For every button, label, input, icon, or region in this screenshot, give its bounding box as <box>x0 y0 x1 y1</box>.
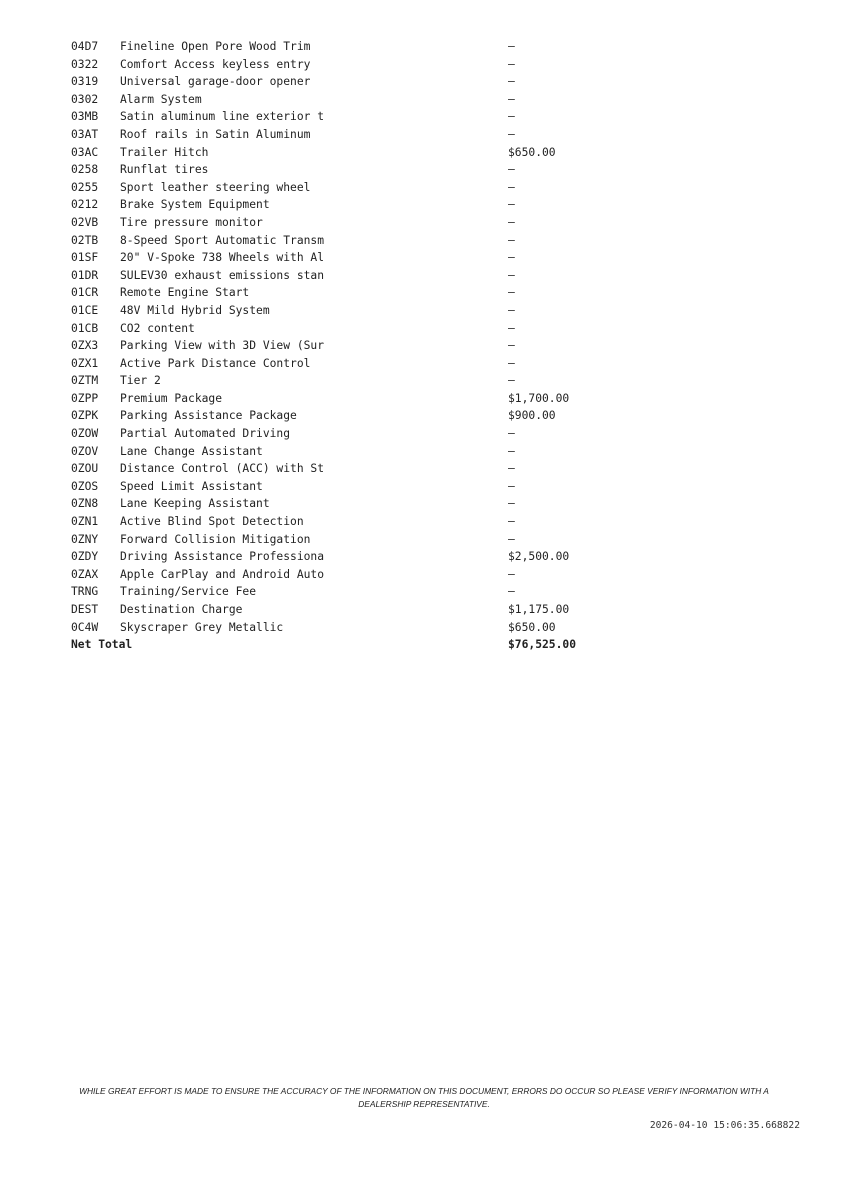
option-row <box>71 495 691 513</box>
option-price: — <box>508 462 515 476</box>
option-price: — <box>508 303 515 317</box>
option-row <box>71 91 691 109</box>
option-price: $650.00 <box>508 145 556 159</box>
option-code: 01DR <box>71 268 99 282</box>
option-row <box>71 161 691 179</box>
option-price: — <box>508 532 515 546</box>
option-row <box>71 144 691 162</box>
option-description: Fineline Open Pore Wood Trim <box>120 40 311 53</box>
option-row <box>71 425 691 443</box>
option-description: 8-Speed Sport Automatic Transm <box>120 233 325 247</box>
option-row <box>71 407 691 425</box>
option-description: Parking View with 3D View (Sur <box>120 339 325 353</box>
option-row <box>71 232 691 250</box>
option-code: 0ZN8 <box>71 497 99 511</box>
option-code: 0322 <box>71 57 99 71</box>
option-price: — <box>508 251 515 265</box>
option-code: 0ZX3 <box>71 339 99 353</box>
option-description: Sport leather steering wheel <box>120 180 311 194</box>
option-row <box>71 619 691 637</box>
option-row <box>71 583 691 601</box>
option-code: 03AC <box>71 145 99 159</box>
option-row <box>71 196 691 214</box>
option-code: 03AT <box>71 127 99 141</box>
option-description: Forward Collision Mitigation <box>120 532 311 546</box>
option-code: 0ZOS <box>71 479 99 493</box>
option-description: Lane Keeping Assistant <box>120 497 270 511</box>
option-description: CO2 content <box>120 321 195 335</box>
option-code: 0212 <box>71 198 99 212</box>
option-description: Satin aluminum line exterior t <box>120 110 325 124</box>
option-code: DEST <box>71 603 99 616</box>
option-code: 0ZNY <box>71 532 99 546</box>
option-row <box>71 601 691 619</box>
option-row <box>71 531 691 549</box>
option-price: $1,175.00 <box>508 603 570 616</box>
net-total-row <box>71 636 691 654</box>
option-description: Partial Automated Driving <box>120 427 291 441</box>
option-code: 01SF <box>71 251 99 265</box>
options-list <box>71 38 691 654</box>
timestamp: 2026-04-10 15:06:35.668822 <box>649 1120 800 1131</box>
option-code: 01CB <box>71 321 99 335</box>
option-description: Active Blind Spot Detection <box>120 515 304 529</box>
option-description: Active Park Distance Control <box>120 356 311 370</box>
option-price: — <box>508 585 515 599</box>
option-row <box>71 249 691 267</box>
option-description: Destination Charge <box>120 603 243 616</box>
option-price: $2,500.00 <box>508 550 570 564</box>
option-code: 0319 <box>71 75 99 89</box>
option-row <box>71 372 691 390</box>
option-description: Trailer Hitch <box>120 145 209 159</box>
option-row <box>71 302 691 320</box>
option-price: — <box>508 444 515 458</box>
option-description: Tire pressure monitor <box>120 215 263 229</box>
option-price: — <box>508 356 515 370</box>
option-price: — <box>508 374 515 388</box>
option-price: $1,700.00 <box>508 391 570 405</box>
option-code: 0ZPK <box>71 409 99 423</box>
option-row <box>71 56 691 74</box>
option-price: — <box>508 321 515 335</box>
option-row <box>71 284 691 302</box>
option-price: $900.00 <box>508 409 556 423</box>
option-price: — <box>508 163 515 177</box>
option-price: — <box>508 198 515 212</box>
option-row <box>71 126 691 144</box>
disclaimer: WHILE GREAT EFFORT IS MADE TO ENSURE THE ACCURACY OF THE INFORMATION ON THIS DOCUMENT, ERRORS DO OCCUR SO PLEASE VERIFY INFORMATION WITH A DEALERSHIP REPRESENTATIVE. <box>79 1086 769 1109</box>
option-row <box>71 73 691 91</box>
option-price: — <box>508 268 515 282</box>
option-code: 0ZAX <box>71 567 99 581</box>
option-price: — <box>508 57 515 71</box>
option-description: Premium Package <box>120 391 223 405</box>
option-code: 0ZX1 <box>71 356 99 370</box>
option-description: Remote Engine Start <box>120 286 250 300</box>
option-description: Roof rails in Satin Aluminum <box>120 127 311 141</box>
option-row <box>71 355 691 373</box>
option-row <box>71 267 691 285</box>
option-price: — <box>508 215 515 229</box>
option-description: SULEV30 exhaust emissions stan <box>120 268 325 282</box>
option-price: — <box>508 567 515 581</box>
option-row <box>71 108 691 126</box>
option-code: 01CE <box>71 303 99 317</box>
option-price: — <box>508 339 515 353</box>
option-description: Lane Change Assistant <box>120 444 263 458</box>
net-total-label: Net Total <box>71 638 133 652</box>
net-total-value: $76,525.00 <box>508 638 577 652</box>
option-row <box>71 320 691 338</box>
option-row <box>71 179 691 197</box>
option-code: 0ZPP <box>71 391 99 405</box>
option-price: — <box>508 233 515 247</box>
option-code: 0ZN1 <box>71 515 99 529</box>
option-description: 20" V-Spoke 738 Wheels with Al <box>120 251 325 265</box>
option-code: 0258 <box>71 163 99 177</box>
option-price: — <box>508 92 515 106</box>
option-row <box>71 566 691 584</box>
option-row <box>71 548 691 566</box>
option-code: 02TB <box>71 233 99 247</box>
option-description: Runflat tires <box>120 163 209 177</box>
option-description: Universal garage-door opener <box>120 75 311 89</box>
option-description: Driving Assistance Professiona <box>120 550 325 564</box>
option-price: — <box>508 75 515 89</box>
option-description: Training/Service Fee <box>120 585 257 599</box>
option-code: 0ZDY <box>71 550 99 564</box>
option-row <box>71 513 691 531</box>
option-description: Skyscraper Grey Metallic <box>120 620 284 634</box>
option-description: Comfort Access keyless entry <box>120 57 311 71</box>
option-code: 0302 <box>71 92 99 106</box>
option-description: Tier 2 <box>120 374 161 388</box>
option-row <box>71 38 691 56</box>
option-code: 01CR <box>71 286 99 300</box>
option-description: Alarm System <box>120 92 202 106</box>
option-code: 02VB <box>71 215 99 229</box>
option-code: 0ZOU <box>71 462 99 476</box>
option-description: Speed Limit Assistant <box>120 479 263 493</box>
option-price: — <box>508 286 515 300</box>
option-code: 0C4W <box>71 620 99 634</box>
option-description: 48V Mild Hybrid System <box>120 303 270 317</box>
option-price: — <box>508 127 515 141</box>
option-price: $650.00 <box>508 620 556 634</box>
option-code: TRNG <box>71 585 99 599</box>
option-code: 0255 <box>71 180 99 194</box>
option-row <box>71 443 691 461</box>
option-row <box>71 214 691 232</box>
option-price: — <box>508 427 515 441</box>
option-description: Brake System Equipment <box>120 198 270 212</box>
option-price: — <box>508 479 515 493</box>
option-row <box>71 390 691 408</box>
option-price: — <box>508 515 515 529</box>
option-code: 0ZOW <box>71 427 99 441</box>
option-rows <box>71 38 691 636</box>
option-description: Parking Assistance Package <box>120 409 297 423</box>
option-price: — <box>508 497 515 511</box>
option-row <box>71 478 691 496</box>
option-description: Apple CarPlay and Android Auto <box>120 567 325 581</box>
option-price: — <box>508 40 515 53</box>
option-price: — <box>508 180 515 194</box>
option-code: 03MB <box>71 110 99 124</box>
option-row <box>71 337 691 355</box>
option-description: Distance Control (ACC) with St <box>120 462 325 476</box>
option-code: 0ZTM <box>71 374 99 388</box>
option-row <box>71 460 691 478</box>
option-code: 04D7 <box>71 40 99 53</box>
option-price: — <box>508 110 515 124</box>
option-code: 0ZOV <box>71 444 99 458</box>
